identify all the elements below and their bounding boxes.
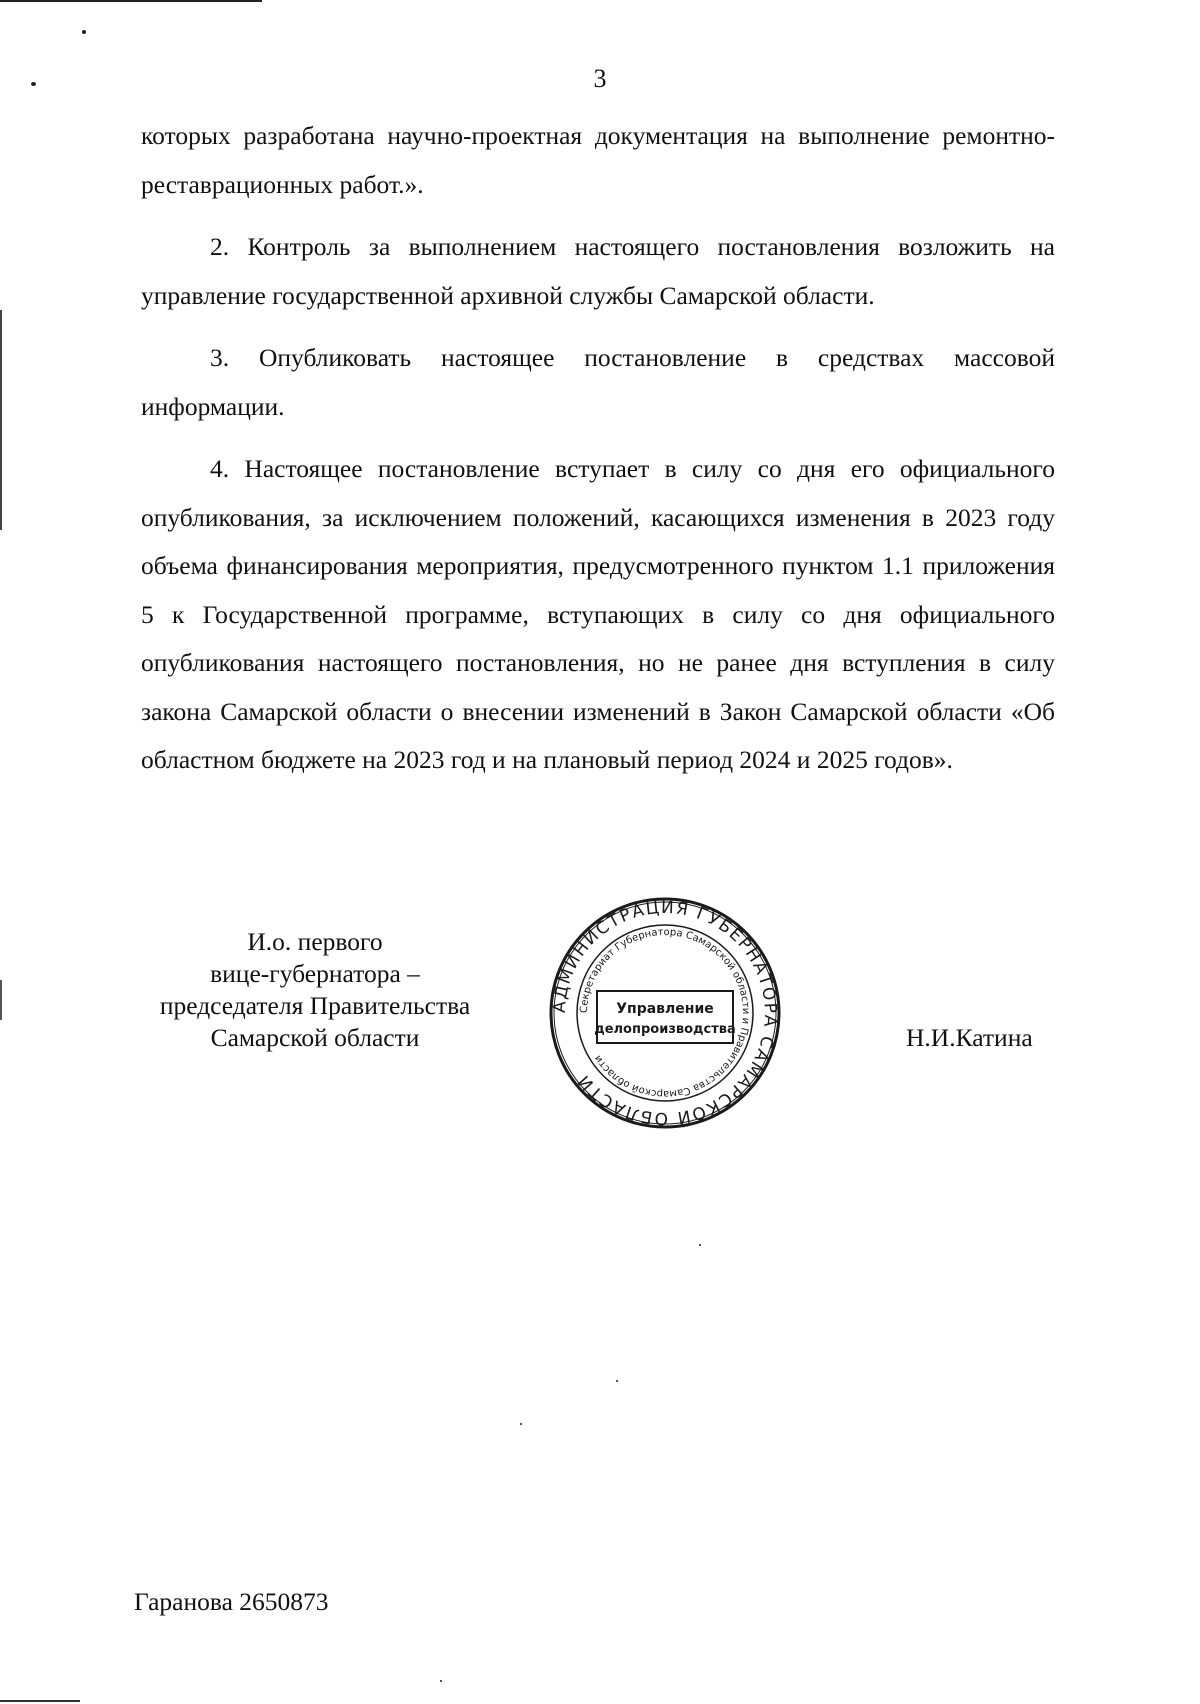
scan-speck [82,30,86,34]
scan-speck [699,1244,701,1246]
scan-artifact-left-line [0,310,2,530]
scan-artifact-bottom-line [0,1700,80,1702]
signer-title-line: И.о. первого [247,927,383,956]
paragraph-3: 3. Опубликовать настоящее постановление в средствах массовой информации. [141,343,1055,421]
page-number: 3 [593,64,607,93]
scan-speck [440,1680,442,1682]
paragraph-4: 4. Настоящее постановление вступает в силу со дня его официального опубликования, за исключением положений, касающихся изменения в 2023 году объема финансирования мероприятия, предусмотренного пунктом 1.1 приложения 5 к Государственной программе, вступающих в силу со дня официального опубликования настоящего постановления, но не ранее дня вступления в силу закона Самарской области о внесении изменений в Закон Самарской области «Об областном бюджете на 2023 год и на плановый период 2024 и 2025 годов». [141,454,1055,774]
executor-contact: Гаранова 2650873 [134,1587,329,1616]
stamp-center-line-1: Управление [616,1001,714,1017]
scan-speck [616,1380,618,1382]
document-body [141,112,1055,799]
signer-title [130,926,500,1054]
scan-speck [520,1423,522,1425]
paragraph-continuation: которых разработана научно-проектная документация на выполнение ремонтно-реставрационных работ.». [141,121,1055,199]
stamp-inner-textpath: Секретариат Губернатора Самарской области и Правительства Самарской области [578,926,752,1100]
stamp-outer-textpath: АДМИНИСТРАЦИЯ ГУБЕРНАТОРА САМАРСКОЙ ОБЛАСТИ [549,897,781,1129]
signer-title-line: вице-губернатора – [210,959,420,988]
scan-artifact-top-line [0,0,262,2]
signer-title-line: Самарской области [210,1023,420,1052]
official-seal-stamp [547,895,783,1131]
signer-name: Н.И.Катина [906,1023,1033,1052]
stamp-center-line-2: делопроизводства [594,1022,736,1037]
paragraph-2: 2. Контроль за выполнением настоящего постановления возложить на управление государственной архивной службы Самарской области. [141,232,1055,310]
signer-title-line: председателя Правительства [159,991,471,1020]
scan-artifact-left-line-2 [0,980,2,1020]
